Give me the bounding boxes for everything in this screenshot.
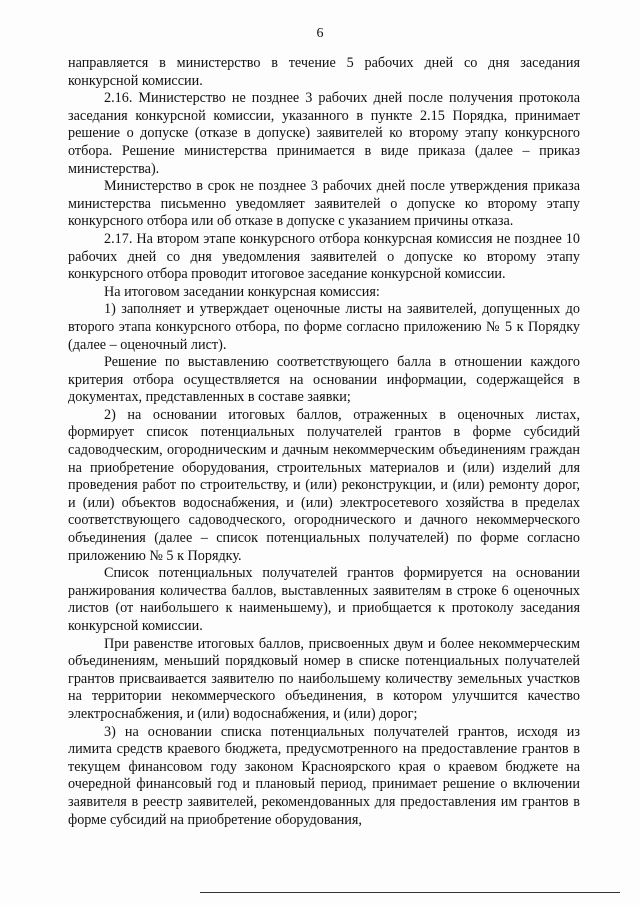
paragraph-final-meeting: На итоговом заседании конкурсная комиссия: — [104, 283, 380, 300]
paragraph-item-2: 2) на основании итоговых баллов, отраженных в оценочных листах, формирует список потенциальных получателей грантов в форме субсидий садоводческим, огородническим и дачным некоммерческим объединениям граждан на приобретение оборудования, строительных материалов и (или) изделий для проведения работ по строительству, и (или) реконструкции, и (или) ремонту дорог, и (или) объектов водоснабжения, и (или) электросетевого хозяйства в пределах соответствующего садоводческого, огороднического и дачного некоммерческого объединения (далее – список потенциальных получателей) по форме согласно приложению № 5 к Порядку. — [68, 406, 580, 564]
paragraph-tie-break: При равенстве итоговых баллов, присвоенных двум и более некоммерческим объединениям, меньший порядковый номер в списке потенциальных получателей грантов присваивается заявителю по наибольшему количеству земельных участков на территории некоммерческого объединения, в котором улучшится качество электроснабжения, и (или) водоснабжения, и (или) дорог; — [68, 635, 580, 722]
paragraph-2-16: 2.16. Министерство не позднее 3 рабочих дней после получения протокола заседания конкурсной комиссии, указанного в пункте 2.15 Порядка, принимает решение о допуске (отказе в допуске) заявителей ко второму этапу конкурсного отбора. Решение министерства принимается в виде приказа (далее – приказ министерства). — [68, 90, 580, 177]
document-body — [68, 55, 580, 829]
paragraph-notification: Министерство в срок не позднее 3 рабочих дней после утверждения приказа министерства письменно уведомляет заявителей о допуске ко второму этапу конкурсного отбора или об отказе в допуске с указанием причины отказа. — [68, 178, 580, 230]
paragraph-item-1: 1) заполняет и утверждает оценочные листы на заявителей, допущенных до второго этапа конкурсного отбора, по форме согласно приложению № 5 к Порядку (далее – оценочный лист). — [68, 301, 580, 353]
paragraph-score-decision: Решение по выставлению соответствующего балла в отношении каждого критерия отбора осуществляется на основании информации, содержащейся в документах, представленных в составе заявки; — [68, 354, 580, 406]
paragraph-continuation: направляется в министерство в течение 5 рабочих дней со дня заседания конкурсной комиссии. — [68, 55, 580, 89]
bottom-rule — [200, 892, 620, 893]
paragraph-item-3: 3) на основании списка потенциальных получателей грантов, исходя из лимита средств краевого бюджета, предусмотренного на предоставление грантов в текущем финансовом году законом Красноярского края о краевом бюджете на очередной финансовый год и плановый период, принимает решение о включении заявителя в реестр заявителей, рекомендованных для предоставления им грантов в форме субсидий на приобретение оборудования, — [68, 723, 580, 828]
page-number: 6 — [316, 26, 324, 41]
paragraph-ranking: Список потенциальных получателей грантов формируется на основании ранжирования количества баллов, выставленных заявителям в строке 6 оценочных листов (от наибольшего к наименьшему), и приобщается к протоколу заседания конкурсной комиссии. — [68, 565, 580, 634]
paragraph-2-17: 2.17. На втором этапе конкурсного отбора конкурсная комиссия не позднее 10 рабочих дней со дня уведомления заявителей о допуске ко второму этапу конкурсного отбора проводит итоговое заседание конкурсной комиссии. — [68, 230, 580, 283]
